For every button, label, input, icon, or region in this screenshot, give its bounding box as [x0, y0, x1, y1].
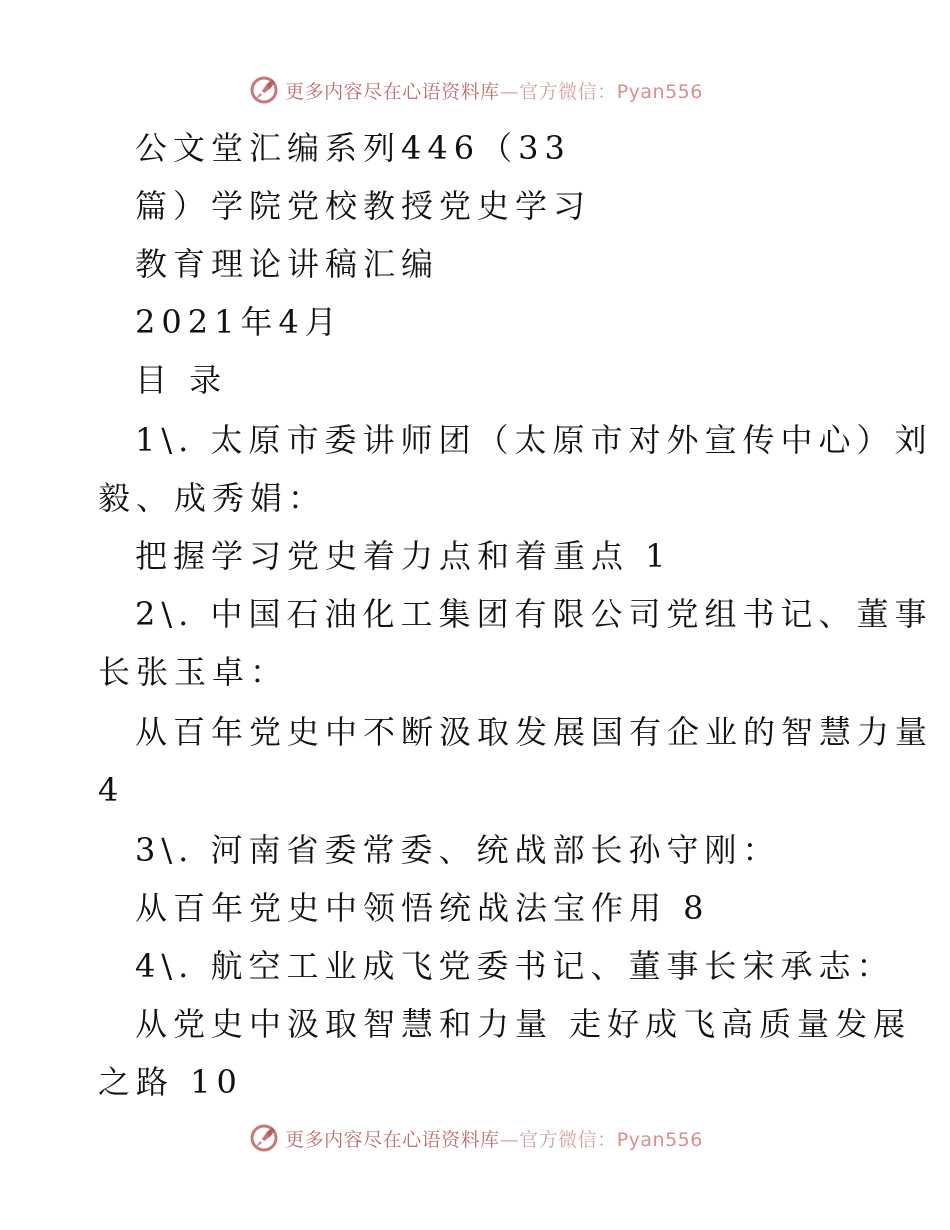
toc-entry-4-title-cont: 之路 10 [98, 1063, 243, 1101]
toc-entry-4-title: 从党史中汲取智慧和力量 走好成飞高质量发展 [135, 1005, 912, 1043]
watermark-dash: — [499, 1128, 520, 1151]
doc-title-line-1: 公文堂汇编系列446（33 [135, 129, 571, 167]
watermark-banner-top [0, 70, 950, 110]
watermark-main: 更多内容尽在心语资料库 [285, 1128, 500, 1151]
toc-entry-2-author: 2\. 中国石油化工集团有限公司党组书记、董事 [135, 595, 933, 633]
watermark-text [285, 1125, 703, 1152]
toc-entry-2-author-cont: 长张玉卓： [98, 653, 289, 691]
doc-title-line-2: 篇）学院党校教授党史学习 [135, 187, 592, 225]
pen-nib-circle-icon [247, 1121, 281, 1155]
toc-entry-1-author: 1\. 太原市委讲师团（太原市对外宣传中心）刘 [135, 421, 933, 459]
toc-entry-1-title: 把握学习党史着力点和着重点 1 [135, 537, 672, 575]
watermark-dash: — [499, 80, 520, 103]
toc-heading: 目 录 [135, 361, 228, 399]
watermark-id: Pyan556 [616, 1128, 703, 1151]
toc-entry-3-author: 3\. 河南省委常委、统战部长孙守刚： [135, 831, 781, 869]
watermark-id: Pyan556 [616, 80, 703, 103]
watermark-content [247, 1121, 703, 1155]
watermark-suffix: 官方微信： [519, 1128, 617, 1151]
watermark-banner-bottom [0, 1118, 950, 1158]
watermark-content [247, 73, 703, 107]
watermark-suffix: 官方微信： [519, 80, 617, 103]
watermark-text [285, 77, 703, 104]
toc-entry-2-page: 4 [98, 771, 125, 809]
toc-entry-1-author-cont: 毅、成秀娟： [98, 479, 327, 517]
toc-entry-2-title: 从百年党史中不断汲取发展国有企业的智慧力量 [135, 713, 934, 751]
toc-entry-3-title: 从百年党史中领悟统战法宝作用 8 [135, 889, 710, 927]
pen-nib-circle-icon [247, 73, 281, 107]
watermark-main: 更多内容尽在心语资料库 [285, 80, 500, 103]
doc-date: 2021年4月 [135, 303, 343, 341]
toc-entry-4-author: 4\. 航空工业成飞党委书记、董事长宋承志： [135, 947, 895, 985]
doc-title-line-3: 教育理论讲稿汇编 [135, 245, 440, 283]
